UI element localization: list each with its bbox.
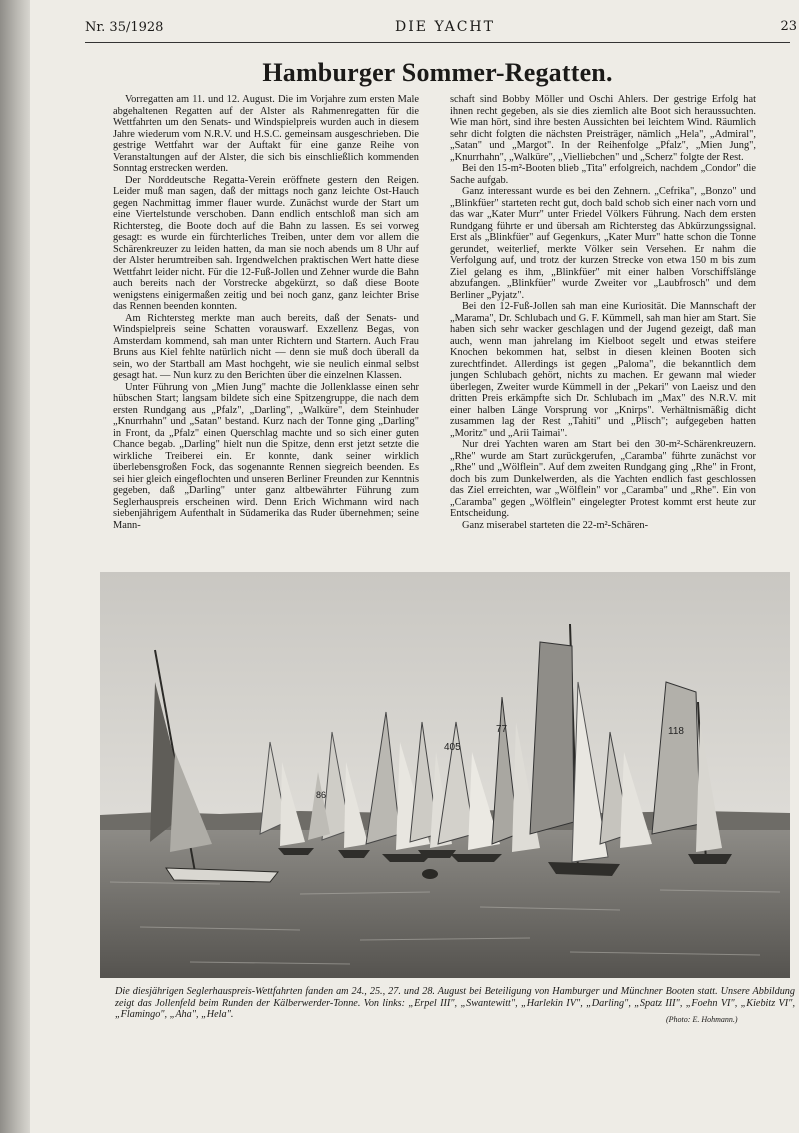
sail-number: 118 <box>668 726 684 737</box>
header-rule <box>85 42 790 43</box>
race-buoy <box>422 869 438 879</box>
paragraph: Ganz miserabel starteten die 22-m²-Schären- <box>462 519 649 531</box>
right-column <box>450 94 756 564</box>
left-column <box>113 94 419 564</box>
paragraph: Ganz interessant wurde es bei den Zehnern. „Cefrika", „Bonzo" und „Blinkfüer" starteten recht gut, doch bald schob sich einer nach vorn und das war „Kater Murr" unter Friedel Völkers Führung. Nach dem ersten Rundgang führte er und übersah am Richtersteg das Abkürzungssignal. Erst als „Blinkfüer" auf Gegenkurs, „Kater Murr" hatte schon die Tonne gerundet, weiterlief, merkte Völker sein Versehen. Er nahm die Verfolgung auf, und trotz der kurzen Strecke von etwa 150 m bis zum Ziel gelang es ihm, „Blinkfüer" mit einer halben Vorschiffslänge abzufangen. „Blinkfüer" wurde Zweiter vor „Laubfrosch" und dem Berliner „Pyjatz". <box>450 186 756 301</box>
sail-number: 86 <box>316 790 327 800</box>
paragraph: schaft sind Bobby Möller und Oschi Ahlers. Der gestrige Erfolg hat ihnen recht gegeben, als sie dies ziemlich alte Boot sich heraussuchten. Wie man hört, sind ihre besten Aussichten bei leichtem Wind. Räumlich sehr dicht folgten die nächsten Preisträger, nämlich „Hela", „Admiral", „Satan" und „Margot". In der Reihenfolge „Pfalz", „Mien Jung", „Knurrhahn", „Walküre", „Vielliebchen" und „Scherz" folgte der Rest. <box>450 94 756 163</box>
magazine-page <box>30 0 799 1133</box>
photo-credit: (Photo: E. Hohmann.) <box>666 1015 738 1024</box>
sail-number: 405 <box>444 742 461 753</box>
article-title: Hamburger Sommer-Regatten. <box>262 58 613 87</box>
running-header <box>85 19 797 42</box>
paragraph: Nur drei Yachten waren am Start bei den 30-m²-Schärenkreuzern. „Rhe" wurde am Start zurückgerufen, „Caramba" führte zunächst vor „Rhe" und „Wölflein". Auf dem zweiten Rundgang ging „Rhe" in Front, doch bis zum Dunkelwerden, als die Yachten endlich fast geschlossen das Ziel erreichten, war „Wölflein" vor „Caramba" und „Rhe". Ein von „Caramba" gegen „Wölflein" eingelegter Protest kommt erst heute zur Entscheidung. <box>450 439 756 519</box>
paragraph: Unter Führung von „Mien Jung" machte die Jollenklasse einen sehr hübschen Start; langsam bildete sich eine Spitzengruppe, die nach dem ersten Rundgang aus „Pfalz", „Darling", „Walküre", dem Steinhuder „Knurrhahn" und „Satan" bestand. Kurz nach der Tonne ging „Darling" in Front, da „Pfalz" einen Querschlag machte und so sich einer guten Chance begab. „Darling" hielt nun die Spitze, denn erst jetzt setzte die wirkliche Treiberei ein. Er konnte, dank seiner wirklich überlebensgroßen Fock, das sogenannte Rennen siegreich beenden. Es sei hier gleich eingeflochten und unseren Berliner Freunden zur Kenntnis gegeben, daß „Darling" unter ganz altbewährter Führung zum Seglerhauspreis erscheinen wird. Denn Erich Wichmann wird nach siebenjährigem Aufenthalt in Südamerika das Ruder übernehmen; seine Mann- <box>113 381 419 531</box>
paragraph: Der Norddeutsche Regatta-Verein eröffnete gestern den Reigen. Leider muß man sagen, daß der mittags noch ganz leichte Ost-Hauch gegen Nachmittag immer flauer wurde. Zunächst wurde der Start um eine Viertelstunde verschoben. Dann endlich entschloß man sich am Richtersteg, die Boote doch auf die Bahn zu lassen. Es sei vorweg gesagt: es wurde ein fürchterliches Treiben, unter dem vor allem die Schärenkreuzer zu leiden hatten, da man sie noch abends um 8 Uhr auf der Alster herumtreiben sah. Irgendwelchen praktischen Wert hatte diese Wettfahrt leider nicht. Für die 12-Fuß-Jollen und Zehner wurde die Bahn auch bereits nach der Vorstrecke abgekürzt, so daß diese Boote wenigstens einigermaßen zeitig und bei noch ganz, ganz leichter Brise das Rennen beenden konnten. <box>113 174 419 312</box>
paragraph: Am Richtersteg merkte man auch bereits, daß der Senats- und Windspielpreis seine Schatten vorauswarf. Exzellenz Begas, von Amsterdam kommend, sah man unter Richtern und Startern. Auch Frau Bruns aus Kiel fehlte natürlich nicht — denn sie muß doch überall da sein, wo der Startball am Mast hochgeht, wie sie neulich einmal selbst gesagt hat. — Nun kurz zu den Berichten über die einzelnen Klassen. <box>113 312 419 381</box>
page-number: 23 <box>780 19 797 34</box>
binding-spine <box>0 0 30 1133</box>
paragraph: Bei den 15-m²-Booten blieb „Tita" erfolgreich, nachdem „Condor" die Sache aufgab. <box>450 163 756 186</box>
sail-number: 77 <box>496 724 508 735</box>
issue-number: Nr. 35/1928 <box>85 20 164 35</box>
magazine-title: DIE YACHT <box>395 19 495 35</box>
paragraph: Bei den 12-Fuß-Jollen sah man eine Kuriosität. Die Mannschaft der „Marama", Dr. Schlubach und G. F. Kümmell, sah man hier am Start. Sie haben sich sehr wacker geschlagen und der Jugend gezeigt, daß man auch, wenn man jahrelang im Kielboot segelt und etwas steifere Knochen bekommen hat, selbst in diesen kleinen Booten sich zurechtfindet. Allerdings ist gegen „Paloma", die bekanntlich dem jungen Schlubach gehört, nichts zu machen. Er gewann mal wieder überlegen, Zweiter wurde Kümmell in der „Pekari" von Laeisz und den dritten Preis erkämpfte sich Dr. Schlubach im „Max" des N.R.V. mit einer halben Länge Vorsprung vor „Knirps". Verhältnismäßig dicht zusammen lag der Rest „Tahiti" und „Plisch"; aufgegeben hatten „Moritz" und „Arii Taimai". <box>450 301 756 439</box>
photo-caption: Die diesjährigen Seglerhauspreis-Wettfahrten fanden am 24., 25., 27. und 28. August bei Beteiligung von Hamburger und Münchner Booten statt. Unsere Abbildung zeigt das Jollenfeld beim Runden der Kälberwerder-Tonne. Von links: „Erpel III", „Swantewitt", „Harlekin IV", „Darling", „Spatz III", „Foehn VI", „Kiebitz VI", „Flamingo", „Aha", „Hela". <box>115 986 795 1020</box>
regatta-photo <box>100 572 790 978</box>
paragraph: Vorregatten am 11. und 12. August. Die im Vorjahre zum ersten Male abgehaltenen Regatten auf der Alster als Rahmenregatten für die Wettfahrten um den Senats- und Windspielpreis wurden auch in diesem Jahre wiederum vom N.R.V. und H.S.C. gemeinsam ausgeschrieben. Die gestrige Wettfahrt war der Auftakt für eine ganze Reihe von Veranstaltungen auf der Alster, die sich bis einschließlich kommenden Sonntag erstrecken werden. <box>113 94 419 174</box>
